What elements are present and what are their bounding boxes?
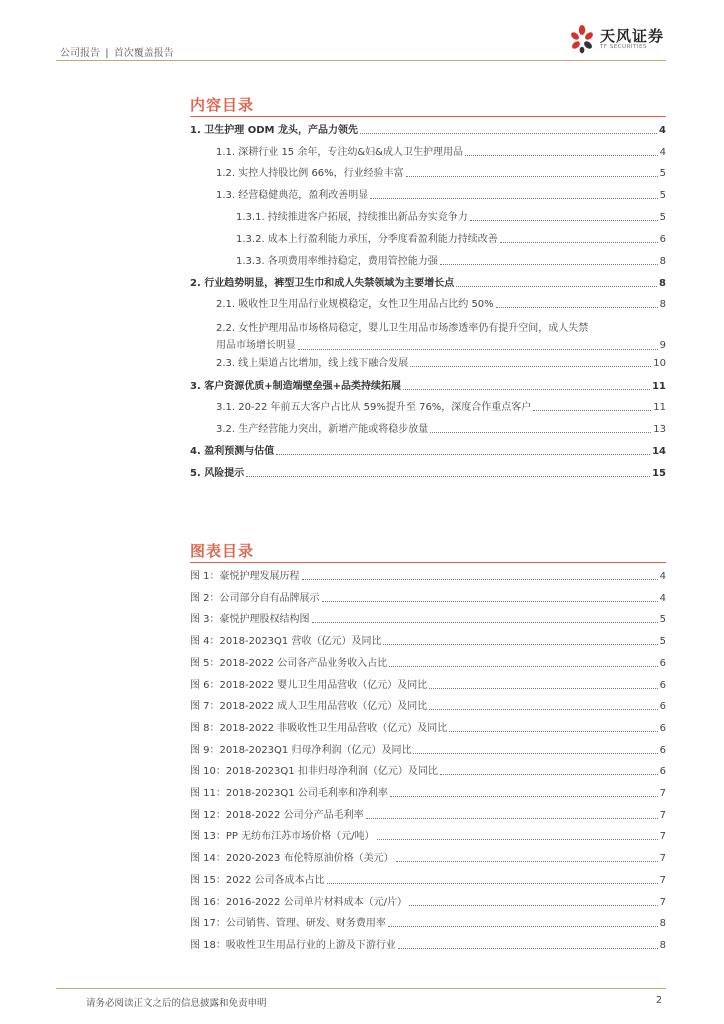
toc-entry[interactable] bbox=[190, 722, 666, 735]
footer-rule bbox=[56, 988, 666, 989]
toc-entry-page: 5 bbox=[659, 190, 666, 201]
dot-leader bbox=[533, 410, 651, 411]
toc-entry-title: 图 8：2018-2022 非吸收性卫生用品营收（亿元）及同比 bbox=[190, 723, 448, 734]
figures-title: 图表目录 bbox=[190, 542, 255, 560]
toc-entry-title-continued: 用品市场增长明显 bbox=[216, 340, 296, 351]
toc-entry[interactable] bbox=[190, 939, 666, 952]
toc-entry-page: 8 bbox=[659, 918, 666, 929]
toc-entry-page: 14 bbox=[652, 446, 666, 457]
toc-entry-title: 1.3.2. 成本上行盈利能力承压，分季度看盈利能力持续改善 bbox=[236, 234, 498, 245]
toc-entry-page: 10 bbox=[653, 358, 666, 369]
toc-entry-page: 8 bbox=[659, 256, 666, 267]
toc-entry[interactable] bbox=[190, 917, 666, 930]
toc-entry[interactable] bbox=[190, 874, 666, 887]
toc-entry-page: 13 bbox=[653, 424, 666, 435]
toc-entry-title: 图 13：PP 无纺布江苏市场价格（元/吨） bbox=[190, 831, 375, 842]
toc-entry-title: 图 12：2018-2022 公司分产品毛利率 bbox=[190, 810, 364, 821]
toc-entry-page: 11 bbox=[653, 402, 666, 413]
toc-entry[interactable] bbox=[236, 233, 666, 246]
toc-entry-page: 9 bbox=[659, 340, 666, 351]
toc-entry[interactable] bbox=[190, 380, 666, 393]
dot-leader bbox=[500, 242, 658, 243]
company-logo bbox=[568, 24, 664, 54]
toc-entry-page: 5 bbox=[659, 168, 666, 179]
dot-leader bbox=[302, 579, 658, 580]
toc-entry[interactable] bbox=[190, 657, 666, 670]
toc-entry-page: 6 bbox=[659, 766, 666, 777]
dot-leader bbox=[410, 366, 651, 367]
toc-entry-title: 图 4：2018-2023Q1 营收（亿元）及同比 bbox=[190, 636, 382, 647]
toc-entry-title: 1.3. 经营稳健典范，盈利改善明显 bbox=[216, 190, 369, 201]
dot-leader bbox=[398, 948, 658, 949]
toc-entry-page: 6 bbox=[659, 680, 666, 691]
toc-entry[interactable] bbox=[190, 679, 666, 692]
disclaimer-notice: 请务必阅读正文之后的信息披露和免责申明 bbox=[86, 998, 267, 1009]
toc-entry[interactable] bbox=[216, 423, 666, 436]
toc-entry-title: 图 3：豪悦护理股权结构图 bbox=[190, 614, 310, 625]
dot-leader bbox=[390, 796, 658, 797]
toc-entry-title: 图 14：2020-2023 布伦特原油价格（美元） bbox=[190, 853, 394, 864]
dot-leader bbox=[377, 839, 658, 840]
toc-entry-title: 3. 客户资源优质+制造端壁垒强+品类持续拓展 bbox=[190, 381, 401, 392]
toc-entry-title: 1.3.1. 持续推进客户拓展，持续推出新品夯实竞争力 bbox=[236, 212, 468, 223]
dot-leader bbox=[322, 601, 658, 602]
toc-entry-title: 图 15：2022 公司各成本占比 bbox=[190, 875, 325, 886]
toc-entry-title: 1.3.3. 各项费用率维持稳定，费用管控能力强 bbox=[236, 256, 438, 267]
logo-name: 天风证券 bbox=[599, 27, 664, 45]
toc-entry-title: 图 1：豪悦护理发展历程 bbox=[190, 571, 300, 582]
dot-leader bbox=[409, 905, 658, 906]
toc-entry-title: 图 5：2018-2022 公司各产品业务收入占比 bbox=[190, 658, 388, 669]
toc-entry[interactable] bbox=[216, 146, 666, 159]
toc-entry-title: 2.1. 吸收性卫生用品行业规模稳定，女性卫生用品占比约 50% bbox=[216, 299, 494, 310]
toc-entry[interactable] bbox=[190, 809, 666, 822]
toc-entry-title: 4. 盈利预测与估值 bbox=[190, 446, 275, 457]
toc-entry-title: 图 10：2018-2023Q1 扣非归母净利润（亿元）及同比 bbox=[190, 766, 438, 777]
dot-leader bbox=[298, 349, 658, 350]
toc-entry-title: 图 11：2018-2023Q1 公司毛利率和净利率 bbox=[190, 788, 388, 799]
toc-entry-page: 6 bbox=[659, 658, 666, 669]
toc-entry-page: 6 bbox=[659, 701, 666, 712]
toc-entry-title: 1.1. 深耕行业 15 余年，专注幼&妇&成人卫生护理用品 bbox=[216, 147, 463, 158]
toc-entry-page: 15 bbox=[652, 468, 666, 479]
dot-leader bbox=[465, 155, 658, 156]
dot-leader bbox=[327, 883, 658, 884]
toc-entry[interactable] bbox=[190, 445, 666, 458]
toc-entry-page: 4 bbox=[659, 593, 666, 604]
toc-entry[interactable] bbox=[190, 787, 666, 800]
toc-entry-title: 图 18：吸收性卫生用品行业的上游及下游行业 bbox=[190, 940, 396, 951]
toc-entry[interactable] bbox=[190, 700, 666, 713]
toc-entry[interactable] bbox=[190, 635, 666, 648]
toc-entry-title: 图 2：公司部分自有品牌展示 bbox=[190, 593, 320, 604]
dot-leader bbox=[496, 307, 658, 308]
toc-entry[interactable] bbox=[216, 357, 666, 370]
report-category: 公司报告 bbox=[60, 48, 100, 59]
toc-entry[interactable] bbox=[216, 401, 666, 414]
toc-entry[interactable] bbox=[216, 298, 666, 311]
dot-leader bbox=[430, 432, 651, 433]
toc-entry-page: 5 bbox=[659, 614, 666, 625]
report-subtype: 首次覆盖报告 bbox=[113, 48, 174, 59]
header-separator: | bbox=[105, 48, 109, 59]
contents-title: 内容目录 bbox=[190, 96, 255, 114]
toc-entry[interactable] bbox=[190, 277, 666, 290]
header-rule bbox=[56, 60, 666, 61]
dot-leader bbox=[246, 476, 650, 477]
toc-entry-page: 7 bbox=[659, 853, 666, 864]
toc-entry-page: 7 bbox=[659, 788, 666, 799]
toc-entry-title: 图 17：公司销售、管理、研发、财务费用率 bbox=[190, 918, 386, 929]
dot-leader bbox=[389, 666, 657, 667]
toc-entry-title: 1.2. 实控人持股比例 66%，行业经验丰富 bbox=[216, 168, 404, 179]
toc-entry-page: 8 bbox=[659, 940, 666, 951]
toc-entry[interactable] bbox=[216, 189, 666, 202]
toc-entry-title: 3.1. 20-22 年前五大客户占比从 59%提升至 76%，深度合作重点客户 bbox=[216, 402, 532, 413]
toc-entry-page: 5 bbox=[659, 636, 666, 647]
toc-entry[interactable] bbox=[190, 852, 666, 865]
report-type bbox=[60, 44, 174, 59]
toc-entry-title: 2. 行业趋势明显，裤型卫生巾和成人失禁领域为主要增长点 bbox=[190, 278, 455, 289]
dot-leader bbox=[276, 454, 650, 455]
toc-entry-title: 2.2. 女性护理用品市场格局稳定，婴儿卫生用品市场渗透率仍有提升空间，成人失禁 bbox=[216, 323, 589, 334]
dot-leader bbox=[383, 644, 657, 645]
dot-leader bbox=[396, 861, 658, 862]
toc-entry-title: 5. 风险提示 bbox=[190, 468, 245, 479]
page-header bbox=[0, 0, 724, 62]
toc-entry[interactable] bbox=[216, 320, 666, 354]
dot-leader bbox=[370, 198, 657, 199]
toc-entry-page: 4 bbox=[659, 125, 666, 136]
toc-entry-title: 2.3. 线上渠道占比增加，线上线下融合发展 bbox=[216, 358, 409, 369]
toc-entry[interactable] bbox=[190, 592, 666, 605]
toc-entry-page: 7 bbox=[659, 810, 666, 821]
toc-entry-page: 7 bbox=[659, 897, 666, 908]
dot-leader bbox=[413, 753, 657, 754]
logo-flower-icon bbox=[568, 24, 596, 54]
toc-entry-page: 4 bbox=[659, 147, 666, 158]
toc-entry[interactable] bbox=[190, 896, 666, 909]
dot-leader bbox=[366, 818, 658, 819]
toc-entry-title: 图 6：2018-2022 婴儿卫生用品营收（亿元）及同比 bbox=[190, 680, 428, 691]
toc-entry-page: 7 bbox=[659, 875, 666, 886]
dot-leader bbox=[470, 220, 658, 221]
dot-leader bbox=[312, 622, 658, 623]
toc-entry-page: 6 bbox=[659, 723, 666, 734]
contents-title-rule bbox=[190, 116, 666, 117]
dot-leader bbox=[406, 176, 658, 177]
toc-entry[interactable] bbox=[190, 613, 666, 626]
toc-entry[interactable] bbox=[190, 765, 666, 778]
page-number: 2 bbox=[655, 995, 662, 1006]
dot-leader bbox=[429, 709, 657, 710]
dot-leader bbox=[456, 286, 657, 287]
dot-leader bbox=[429, 688, 657, 689]
toc-entry-page: 11 bbox=[652, 381, 666, 392]
dot-leader bbox=[360, 133, 657, 134]
toc-entry[interactable] bbox=[190, 124, 666, 137]
toc-entry[interactable] bbox=[190, 467, 666, 480]
toc-entry-title: 1. 卫生护理 ODM 龙头，产品力领先 bbox=[190, 125, 358, 136]
figures-title-rule bbox=[190, 562, 666, 563]
toc-entry-title: 图 7：2018-2022 成人卫生用品营收（亿元）及同比 bbox=[190, 701, 428, 712]
dot-leader bbox=[449, 731, 657, 732]
toc-entry-page: 8 bbox=[659, 299, 666, 310]
toc-entry-page: 6 bbox=[659, 745, 666, 756]
toc-entry-title: 图 16：2016-2022 公司单片材料成本（元/片） bbox=[190, 897, 407, 908]
dot-leader bbox=[388, 926, 658, 927]
toc-entry[interactable] bbox=[236, 255, 666, 268]
toc-entry-page: 5 bbox=[659, 212, 666, 223]
toc-entry[interactable] bbox=[236, 211, 666, 224]
toc-entry-page: 4 bbox=[659, 571, 666, 582]
toc-entry-page: 6 bbox=[659, 234, 666, 245]
toc-entry[interactable] bbox=[216, 167, 666, 180]
toc-entry-title: 3.2. 生产经营能力突出，新增产能或将稳步放量 bbox=[216, 424, 429, 435]
dot-leader bbox=[440, 774, 658, 775]
toc-entry[interactable] bbox=[190, 830, 666, 843]
toc-entry-page: 7 bbox=[659, 831, 666, 842]
logo-english: TF SECURITIES bbox=[599, 44, 647, 50]
toc-entry-title: 图 9：2018-2023Q1 归母净利润（亿元）及同比 bbox=[190, 745, 412, 756]
toc-entry[interactable] bbox=[190, 570, 666, 583]
toc-entry[interactable] bbox=[190, 744, 666, 757]
dot-leader bbox=[403, 389, 650, 390]
dot-leader bbox=[440, 264, 658, 265]
toc-entry-page: 8 bbox=[659, 278, 666, 289]
